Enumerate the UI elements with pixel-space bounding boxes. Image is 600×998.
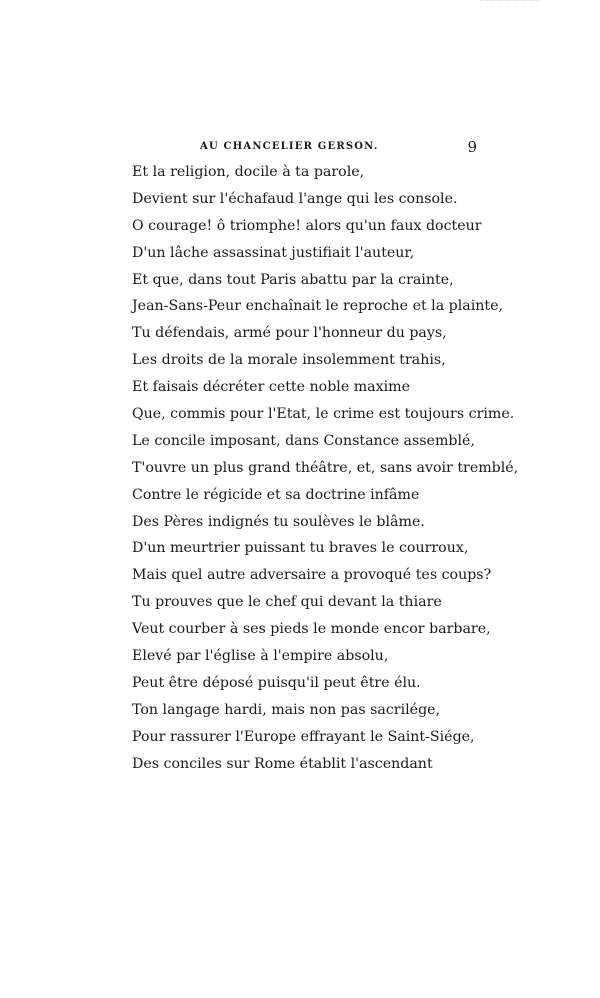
verse-line: Des Pères indignés tu soulèves le blâme.	[132, 513, 425, 530]
verse-line: Jean-Sans-Peur enchaînait le reproche et la plainte,	[132, 298, 504, 315]
verse-line: D'un meurtrier puissant tu braves le courroux,	[132, 540, 469, 557]
verse-line: Et que, dans tout Paris abattu par la crainte,	[132, 271, 454, 288]
scan-mark	[480, 0, 540, 4]
running-head	[132, 138, 477, 158]
verse-line: Devient sur l'échafaud l'ange qui les console.	[132, 190, 458, 207]
verse-line: Des conciles sur Rome établit l'ascendant	[132, 755, 433, 772]
verse-line: Tu prouves que le chef qui devant la thiare	[132, 594, 442, 611]
verse-line: Et faisais décréter cette noble maxime	[132, 379, 411, 396]
verse-line: T'ouvre un plus grand théâtre, et, sans avoir tremblé,	[132, 459, 519, 476]
running-title: AU CHANCELIER GERSON.	[200, 141, 379, 152]
verse-line: Mais quel autre adversaire a provoqué tes coups?	[132, 567, 492, 584]
verse-line: Tu défendais, armé pour l'honneur du pays,	[132, 325, 447, 342]
verse-line: Elevé par l'église à l'empire absolu,	[132, 648, 389, 665]
poem-verses	[132, 159, 519, 777]
verse-line: Que, commis pour l'Etat, le crime est toujours crime.	[132, 406, 515, 423]
verse-line: O courage! ô triomphe! alors qu'un faux docteur	[132, 217, 482, 234]
verse-line: Les droits de la morale insolemment trahis,	[132, 352, 446, 369]
verse-line: Et la religion, docile à ta parole,	[132, 164, 365, 180]
verse-line: Ton langage hardi, mais non pas sacrilége,	[132, 701, 441, 718]
verse-line: D'un lâche assassinat justifiait l'auteur,	[132, 244, 415, 261]
verse-line: Contre le régicide et sa doctrine infâme	[132, 486, 420, 503]
verse-line: Le concile imposant, dans Constance assemblé,	[132, 432, 475, 449]
verse-line: Peut être déposé puisqu'il peut être élu.	[132, 674, 421, 691]
verse-line: Pour rassurer l'Europe effrayant le Saint-Siége,	[132, 728, 475, 745]
verse-line: Veut courber à ses pieds le monde encor barbare,	[132, 621, 491, 638]
page-number: 9	[467, 138, 477, 156]
